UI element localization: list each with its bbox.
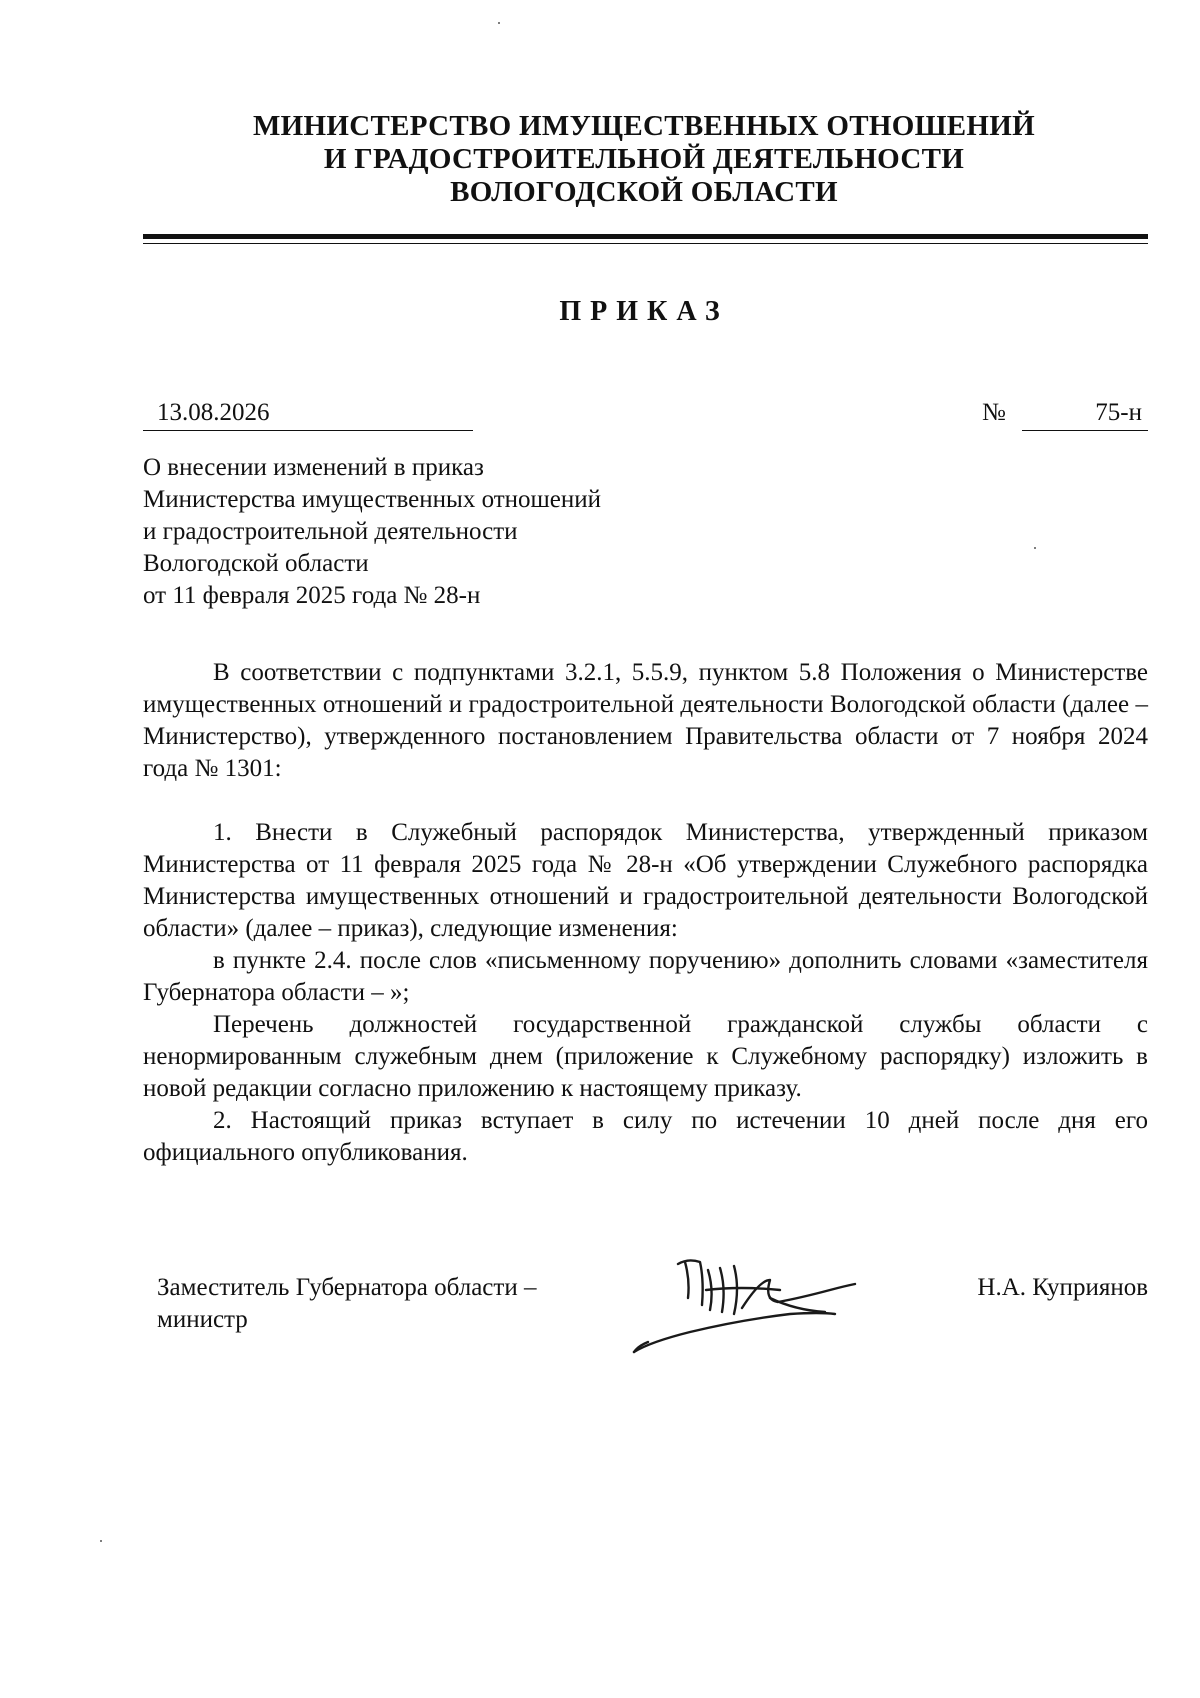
document-date: 13.08.2026 [143,398,473,431]
preamble-paragraph: В соответствии с подпунктами 3.2.1, 5.5.9, пунктом 5.8 Положения о Министерстве имущественных отношений и градостроительной деятельности Вологодской области (далее – Министерство), утвержденного постановлением Правительства области от 7 ноября 2024 года № 1301: [143,659,1148,782]
header-line-3: ВОЛОГОДСКОЙ ОБЛАСТИ [450,176,838,208]
subject-line-1: О внесении изменений в приказ [143,454,484,481]
item-1-paragraph: 1. Внести в Служебный распорядок Министерства, утвержденный приказом Министерства от 11 февраля 2025 года № 28-н «Об утверждении Служебного распорядка Министерства имущественных отношений и градостроительной деятельности Вологодской области» (далее – приказ), следующие изменения: [143,819,1148,942]
header-line-2: И ГРАДОСТРОИТЕЛЬНОЙ ДЕЯТЕЛЬНОСТИ [323,143,965,175]
document-type-title: ПРИКАЗ [559,296,729,327]
scan-speck [1034,547,1036,549]
signer-title-line-2: министр [157,1306,248,1333]
item-2-paragraph: 2. Настоящий приказ вступает в силу по истечении 10 дней после дня его официального опубликования. [143,1107,1148,1166]
scan-speck [100,1540,102,1542]
document-body [143,657,1148,1169]
header-divider-thin [143,243,1148,244]
subject-line-4: Вологодской области [143,550,369,577]
item-1-amendment-a: в пункте 2.4. после слов «письменному поручению» дополнить словами «заместителя Губернатора области – »; [143,947,1148,1006]
handwritten-signature-icon [630,1250,860,1360]
subject-line-2: Министерства имущественных отношений [143,486,602,513]
item-1-amendment-b: Перечень должностей государственной гражданской службы области с ненормированным служебным днем (приложение к Служебному распорядку) изложить в новой редакции согласно приложению к настоящему приказу. [143,1011,1148,1102]
header-divider-thick [143,234,1148,239]
subject-line-5: от 11 февраля 2025 года № 28-н [143,582,481,609]
signer-title-line-1: Заместитель Губернатора области – [157,1274,537,1301]
document-number: 75-н [1022,398,1148,431]
header-line-1: МИНИСТЕРСТВО ИМУЩЕСТВЕННЫХ ОТНОШЕНИЙ [252,110,1035,142]
ministry-header [140,110,1148,209]
signer-name: Н.А. Куприянов [977,1274,1148,1301]
document-subject [143,452,601,612]
number-sign: № [982,399,1006,426]
scan-speck [498,22,500,24]
signer-title [157,1272,536,1336]
subject-line-3: и градостроительной деятельности [143,518,518,545]
